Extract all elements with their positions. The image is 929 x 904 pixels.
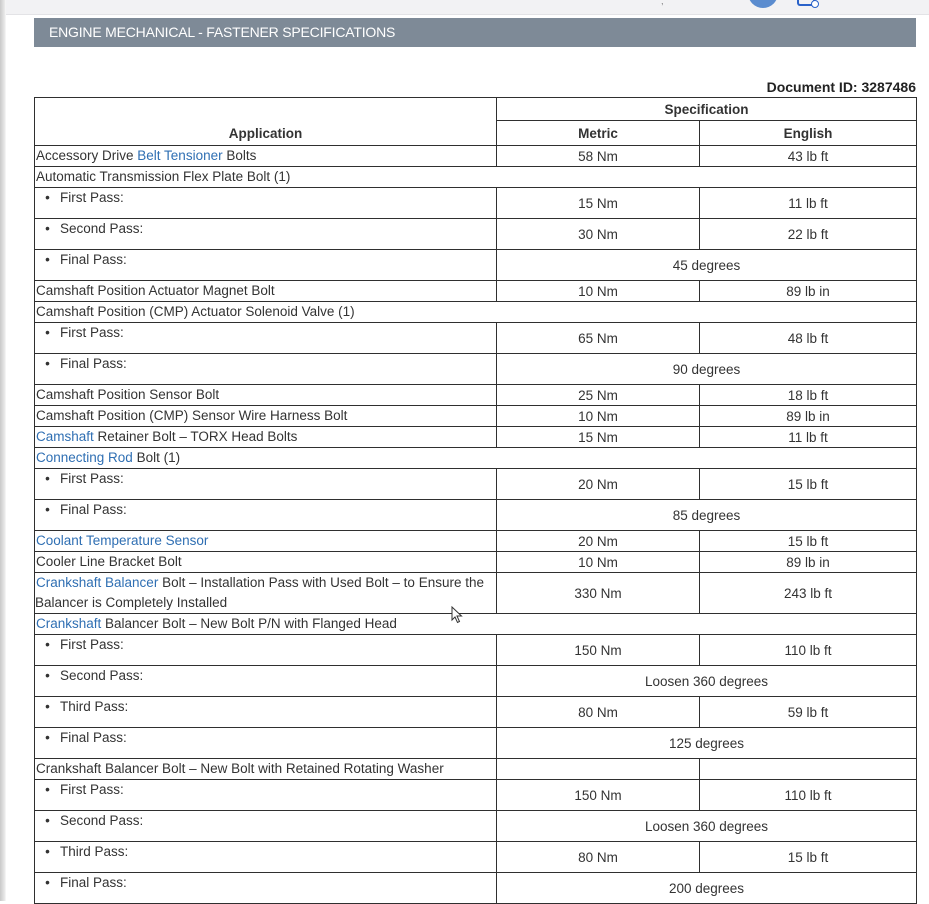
pass-label-text: Final Pass: <box>60 502 127 517</box>
bullet-icon <box>35 730 60 745</box>
application-text <box>35 450 180 465</box>
application-text-part: Accessory Drive <box>36 148 138 163</box>
document-id: Document ID: 3287486 <box>766 79 916 95</box>
pass-label <box>35 500 496 517</box>
angle-value: Loosen 360 degrees <box>497 666 917 697</box>
application-cell <box>35 167 917 188</box>
english-value: 243 lb ft <box>700 573 917 614</box>
pass-label-cell <box>35 500 497 531</box>
pass-label-cell <box>35 728 497 759</box>
application-cell <box>35 552 497 573</box>
metric-value: 10 Nm <box>497 406 700 427</box>
pass-label-text: Third Pass: <box>60 844 129 859</box>
fastener-spec-table <box>34 97 917 904</box>
application-link[interactable]: Connecting Rod <box>36 450 133 465</box>
pass-label-cell <box>35 354 497 385</box>
angle-value: Loosen 360 degrees <box>497 811 917 842</box>
pass-label-text: Second Pass: <box>60 668 144 683</box>
bullet-icon <box>35 190 60 205</box>
application-text-part: Camshaft Position Actuator Magnet Bolt <box>36 283 275 298</box>
spec-row <box>35 406 917 427</box>
pass-row <box>35 500 917 531</box>
pass-label-cell <box>35 250 497 281</box>
spec-row <box>35 146 917 167</box>
pass-row <box>35 666 917 697</box>
application-text <box>35 575 484 610</box>
application-text <box>35 616 397 631</box>
english-value: 15 lb ft <box>700 469 917 500</box>
bullet-icon <box>35 637 60 652</box>
pass-label-cell <box>35 780 497 811</box>
application-cell <box>35 531 497 552</box>
section-header: ENGINE MECHANICAL - FASTENER SPECIFICATIONS <box>34 18 916 47</box>
pass-label <box>35 469 496 486</box>
left-panel-edge-highlight <box>5 0 6 901</box>
english-value: 59 lb ft <box>700 697 917 728</box>
metric-value: 20 Nm <box>497 531 700 552</box>
application-text-part: Camshaft Position (CMP) Sensor Wire Harness Bolt <box>36 408 348 423</box>
metric-value: 10 Nm <box>497 281 700 302</box>
english-value: 89 lb in <box>700 281 917 302</box>
spec-group-row <box>35 167 917 188</box>
pass-label-cell <box>35 469 497 500</box>
column-header-english: English <box>700 121 917 146</box>
english-value: 110 lb ft <box>700 780 917 811</box>
spec-row <box>35 573 917 614</box>
metric-value: 80 Nm <box>497 697 700 728</box>
application-text <box>35 148 256 163</box>
metric-value: 30 Nm <box>497 219 700 250</box>
application-text <box>35 533 208 548</box>
pass-label <box>35 323 496 340</box>
bullet-icon <box>35 699 60 714</box>
metric-value: 65 Nm <box>497 323 700 354</box>
application-cell <box>35 385 497 406</box>
pass-label <box>35 873 496 890</box>
application-text <box>35 554 182 569</box>
application-text-part: Automatic Transmission Flex Plate Bolt (1) <box>36 169 291 184</box>
metric-value: 150 Nm <box>497 780 700 811</box>
metric-value: 20 Nm <box>497 469 700 500</box>
spec-row <box>35 427 917 448</box>
column-header-specification: Specification <box>497 98 917 121</box>
pass-label <box>35 842 496 859</box>
application-cell <box>35 281 497 302</box>
pass-row <box>35 728 917 759</box>
english-value: 43 lb ft <box>700 146 917 167</box>
application-cell <box>35 573 497 614</box>
pass-label-text: First Pass: <box>60 471 124 486</box>
pass-row <box>35 250 917 281</box>
pass-label-text: Third Pass: <box>60 699 129 714</box>
application-link[interactable]: Belt Tensioner <box>137 148 223 163</box>
angle-value: 90 degrees <box>497 354 917 385</box>
angle-value: 85 degrees <box>497 500 917 531</box>
application-text <box>35 408 347 423</box>
english-value: 110 lb ft <box>700 635 917 666</box>
metric-value: 58 Nm <box>497 146 700 167</box>
application-link[interactable]: Crankshaft Balancer <box>36 575 159 590</box>
pass-label <box>35 811 496 828</box>
spec-row <box>35 281 917 302</box>
metric-value: 330 Nm <box>497 573 700 614</box>
pass-label <box>35 666 496 683</box>
application-cell <box>35 427 497 448</box>
bullet-icon <box>35 782 60 797</box>
pass-row <box>35 780 917 811</box>
bullet-icon <box>35 471 60 486</box>
spec-group-row <box>35 448 917 469</box>
pass-row <box>35 219 917 250</box>
metric-value: 80 Nm <box>497 842 700 873</box>
pass-row <box>35 354 917 385</box>
bullet-icon <box>35 668 60 683</box>
pass-label <box>35 188 496 205</box>
top-separator-mark: , <box>661 0 664 6</box>
spec-group-row <box>35 614 917 635</box>
mouse-cursor-icon <box>451 606 463 624</box>
application-link[interactable]: Coolant Temperature Sensor <box>36 533 209 548</box>
application-cell <box>35 614 917 635</box>
spec-row <box>35 552 917 573</box>
pass-label-cell <box>35 323 497 354</box>
pass-label-text: Second Pass: <box>60 813 144 828</box>
pass-label <box>35 219 496 236</box>
pass-label-cell <box>35 666 497 697</box>
pass-label <box>35 728 496 745</box>
browser-top-strip <box>0 0 929 15</box>
application-text-part: Bolt – Installation Pass with Used Bolt – to Ensure the Balancer is Completely Installed <box>35 575 484 610</box>
metric-value: 15 Nm <box>497 427 700 448</box>
pass-label-text: First Pass: <box>60 637 124 652</box>
english-value: 18 lb ft <box>700 385 917 406</box>
application-text-part: Retainer Bolt – TORX Head Bolts <box>93 429 298 444</box>
pass-row <box>35 842 917 873</box>
pass-label-text: Final Pass: <box>60 252 127 267</box>
spec-row <box>35 385 917 406</box>
pass-label <box>35 354 496 371</box>
pass-label-text: First Pass: <box>60 190 124 205</box>
document-info-icon[interactable] <box>797 0 815 6</box>
english-value: 48 lb ft <box>700 323 917 354</box>
pass-label <box>35 780 496 797</box>
bullet-icon <box>35 813 60 828</box>
application-link[interactable]: Crankshaft <box>36 616 102 631</box>
application-text <box>35 429 297 444</box>
pass-row <box>35 811 917 842</box>
bullet-icon <box>35 356 60 371</box>
pass-label-text: Final Pass: <box>60 730 127 745</box>
pass-row <box>35 697 917 728</box>
application-cell <box>35 406 497 427</box>
bullet-icon <box>35 844 60 859</box>
english-value: 22 lb ft <box>700 219 917 250</box>
application-cell <box>35 759 497 780</box>
spec-row <box>35 531 917 552</box>
empty-metric-cell <box>497 759 700 780</box>
pass-label <box>35 697 496 714</box>
pass-row <box>35 469 917 500</box>
metric-value: 25 Nm <box>497 385 700 406</box>
pass-label-cell <box>35 811 497 842</box>
pass-label-text: First Pass: <box>60 325 124 340</box>
application-cell <box>35 302 917 323</box>
application-link[interactable]: Camshaft <box>36 429 94 444</box>
pass-label-cell <box>35 873 497 904</box>
pass-label-text: First Pass: <box>60 782 124 797</box>
spec-group-row <box>35 302 917 323</box>
column-header-application: Application <box>35 98 497 146</box>
pass-label-cell <box>35 188 497 219</box>
pass-row <box>35 635 917 666</box>
angle-value: 125 degrees <box>497 728 917 759</box>
english-value: 15 lb ft <box>700 842 917 873</box>
pass-label-text: Final Pass: <box>60 875 127 890</box>
pass-label <box>35 635 496 652</box>
bullet-icon <box>35 875 60 890</box>
empty-english-cell <box>700 759 917 780</box>
pass-label-cell <box>35 635 497 666</box>
user-avatar[interactable] <box>748 0 778 8</box>
pass-label <box>35 250 496 267</box>
application-cell <box>35 448 917 469</box>
pass-label-text: Second Pass: <box>60 221 144 236</box>
application-text-part: Cooler Line Bracket Bolt <box>36 554 182 569</box>
bullet-icon <box>35 325 60 340</box>
english-value: 11 lb ft <box>700 188 917 219</box>
bullet-icon <box>35 221 60 236</box>
bullet-icon <box>35 252 60 267</box>
application-text-part: Balancer Bolt – New Bolt P/N with Flanged Head <box>101 616 397 631</box>
application-text <box>35 387 219 402</box>
application-text-part: Bolts <box>222 148 257 163</box>
pass-row <box>35 188 917 219</box>
column-header-metric: Metric <box>497 121 700 146</box>
english-value: 15 lb ft <box>700 531 917 552</box>
application-text <box>35 761 444 776</box>
pass-label-text: Final Pass: <box>60 356 127 371</box>
metric-value: 15 Nm <box>497 188 700 219</box>
application-text <box>35 304 355 319</box>
metric-value: 150 Nm <box>497 635 700 666</box>
metric-value: 10 Nm <box>497 552 700 573</box>
application-text-part: Bolt (1) <box>132 450 181 465</box>
pass-row <box>35 873 917 904</box>
angle-value: 45 degrees <box>497 250 917 281</box>
pass-row <box>35 323 917 354</box>
angle-value: 200 degrees <box>497 873 917 904</box>
english-value: 89 lb in <box>700 406 917 427</box>
pass-label-cell <box>35 842 497 873</box>
application-text-part: Crankshaft Balancer Bolt – New Bolt with Retained Rotating Washer <box>36 761 444 776</box>
bullet-icon <box>35 502 60 517</box>
spec-table-body <box>35 146 917 904</box>
english-value: 89 lb in <box>700 552 917 573</box>
application-text-part: Camshaft Position (CMP) Actuator Solenoid Valve (1) <box>36 304 355 319</box>
application-text-part: Camshaft Position Sensor Bolt <box>36 387 220 402</box>
english-value: 11 lb ft <box>700 427 917 448</box>
spec-group-row <box>35 759 917 780</box>
application-text <box>35 169 290 184</box>
pass-label-cell <box>35 219 497 250</box>
application-cell <box>35 146 497 167</box>
pass-label-cell <box>35 697 497 728</box>
application-text <box>35 283 275 298</box>
